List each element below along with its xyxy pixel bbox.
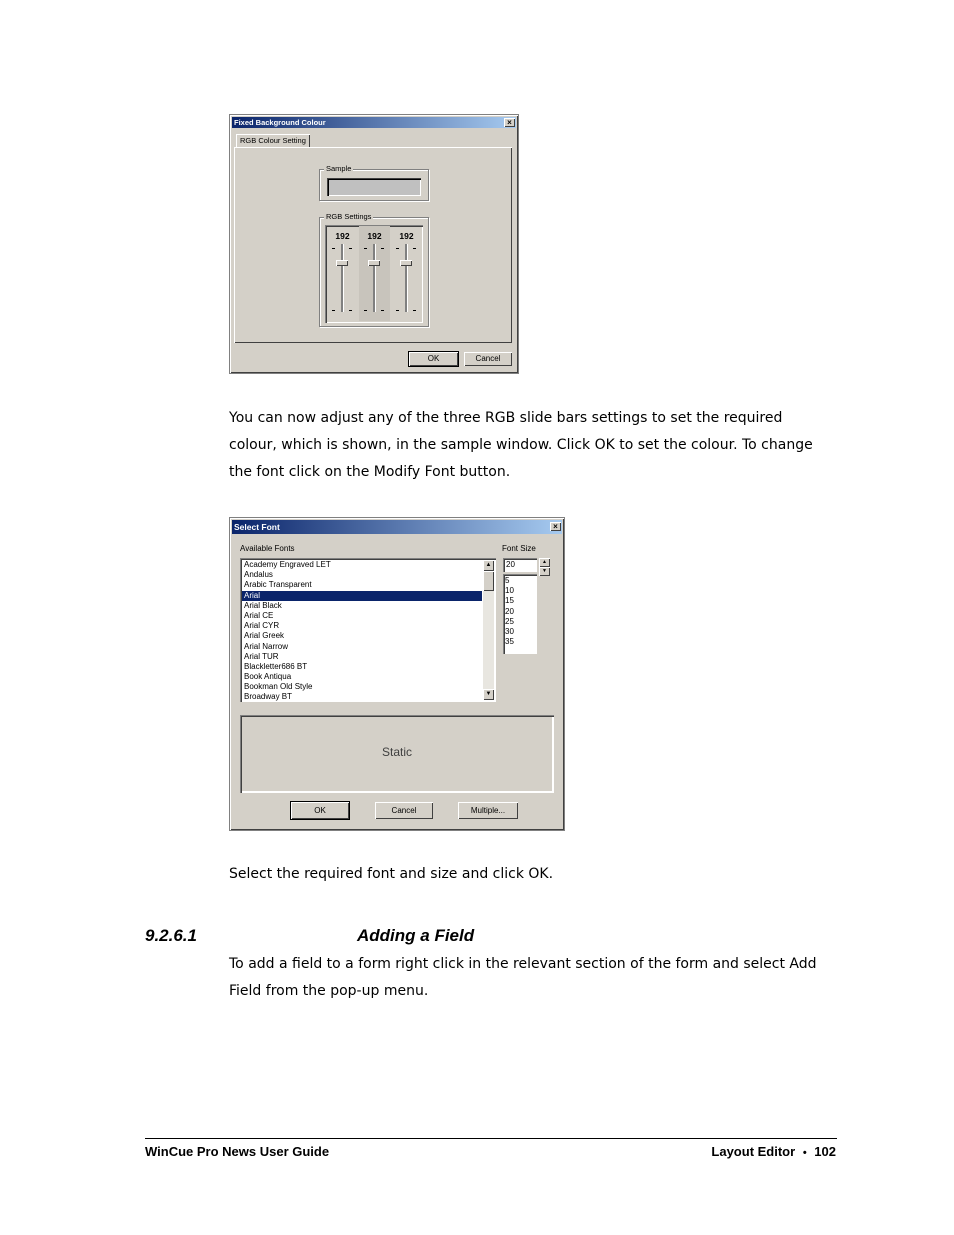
section-number: 9.2.6.1 (145, 926, 197, 945)
cancel-button[interactable]: Cancel (375, 802, 433, 819)
slider-thumb[interactable] (400, 260, 412, 266)
tab-rgb-colour-setting[interactable] (236, 134, 310, 147)
font-size-list-item[interactable]: 35 (505, 637, 514, 647)
ok-button[interactable]: OK (409, 352, 458, 366)
cancel-button[interactable]: Cancel (464, 352, 512, 366)
tick-mark (396, 248, 399, 249)
footer-left: WinCue Pro News User Guide (145, 1144, 330, 1159)
rgb-settings-group (319, 212, 429, 327)
scroll-thumb[interactable] (483, 571, 494, 591)
tick-mark (381, 248, 384, 249)
font-list-item[interactable]: Broadway BT (244, 692, 293, 702)
spin-up-icon[interactable]: ▲ (539, 558, 550, 567)
font-preview-box (240, 715, 554, 793)
tick-mark (364, 310, 367, 311)
font-size-list-items (505, 576, 514, 647)
font-list-item[interactable]: Arial (242, 591, 482, 601)
red-slider-value: 192 (335, 231, 350, 241)
text-line: To add a field to a form right click in the relevant section of the form and select Add (229, 956, 817, 972)
blue-slider-value: 192 (399, 231, 414, 241)
select-font-dialog (229, 517, 565, 831)
text-line: You can now adjust any of the three RGB slide bars settings to set the required (229, 410, 783, 426)
spin-down-icon[interactable]: ▼ (539, 567, 550, 576)
tick-mark (332, 310, 335, 311)
slider-track (341, 244, 343, 312)
tick-mark (364, 248, 367, 249)
dialog-title-bar (232, 520, 562, 534)
dialog-title: Fixed Background Colour (234, 118, 326, 127)
footer-rule (145, 1138, 837, 1139)
font-list-item[interactable]: Book Antiqua (244, 672, 292, 682)
text-line: Select the required font and size and click OK. (229, 866, 554, 882)
font-list-item[interactable]: Arial Narrow (244, 641, 289, 651)
font-list-item[interactable]: Arial CE (244, 610, 274, 620)
paragraph-rgb-instructions (229, 405, 839, 486)
tick-mark (332, 248, 335, 249)
rgb-settings-label: RGB Settings (326, 212, 372, 221)
font-list-item[interactable]: Bookman Old Style (244, 682, 313, 692)
tick-mark (349, 248, 352, 249)
text-line: the font click on the Modify Font button. (229, 464, 511, 480)
multiple-button[interactable]: Multiple... (458, 802, 518, 819)
font-list-item[interactable]: Andalus (244, 570, 273, 580)
slider-thumb[interactable] (368, 260, 380, 266)
tick-mark (381, 310, 384, 311)
blue-slider[interactable] (391, 226, 422, 321)
dialog-title: Select Font (234, 522, 280, 532)
scroll-up-icon[interactable]: ▲ (483, 560, 494, 571)
slider-track (405, 244, 407, 312)
slider-frame (325, 225, 423, 323)
green-slider-value: 192 (367, 231, 382, 241)
font-size-list-item[interactable]: 10 (505, 586, 514, 596)
green-slider[interactable] (359, 226, 390, 321)
font-size-list-item[interactable]: 20 (505, 606, 514, 616)
sample-label: Sample (326, 164, 352, 173)
red-slider[interactable] (327, 226, 358, 321)
tab-label: RGB Colour Setting (240, 136, 306, 145)
font-size-label: Font Size (502, 544, 536, 553)
footer-section: Layout Editor (711, 1144, 796, 1159)
dialog-title-bar (232, 117, 516, 128)
tick-mark (349, 310, 352, 311)
font-list-item[interactable]: Arial Greek (244, 631, 285, 641)
scroll-down-icon[interactable]: ▼ (483, 689, 494, 700)
font-size-list-item[interactable]: 5 (505, 576, 510, 585)
font-size-list[interactable] (503, 574, 537, 654)
tick-mark (413, 310, 416, 311)
font-list-item[interactable]: Arial TUR (244, 651, 279, 661)
font-size-input[interactable] (503, 558, 537, 572)
slider-track (373, 244, 375, 312)
font-list-items (242, 560, 482, 702)
close-icon[interactable]: × (550, 522, 561, 531)
font-list[interactable] (240, 558, 496, 702)
colour-sample-swatch (327, 178, 421, 196)
sample-group (319, 164, 429, 201)
font-size-list-item[interactable]: 25 (505, 616, 514, 626)
slider-thumb[interactable] (336, 260, 348, 266)
font-size-value: 20 (506, 560, 515, 569)
bullet-icon: • (802, 1147, 807, 1159)
font-list-scrollbar[interactable] (483, 560, 494, 700)
section-title: Adding a Field (357, 926, 475, 945)
font-size-spinner[interactable] (539, 558, 550, 576)
paragraph-select-font (229, 861, 839, 888)
font-list-item[interactable]: Arial CYR (244, 621, 280, 631)
font-size-list-item[interactable]: 15 (505, 596, 514, 606)
font-list-item[interactable]: Arial Black (244, 600, 282, 610)
font-preview-text: Static (381, 745, 412, 759)
tick-mark (413, 248, 416, 249)
paragraph-adding-field (229, 951, 839, 1005)
close-icon[interactable]: × (504, 118, 515, 127)
font-list-item[interactable]: Blackletter686 BT (244, 661, 308, 671)
font-list-item[interactable]: Arabic Transparent (244, 580, 312, 590)
text-line: colour, which is shown, in the sample window. Click OK to set the colour. To change (229, 437, 813, 453)
fixed-background-colour-dialog (229, 114, 519, 374)
text-line: Field from the pop-up menu. (229, 983, 429, 999)
ok-button[interactable]: OK (291, 802, 349, 819)
page-number: 102 (814, 1144, 836, 1159)
font-size-list-item[interactable]: 30 (505, 627, 514, 637)
font-list-item[interactable]: Academy Engraved LET (244, 560, 331, 569)
footer-right (711, 1144, 836, 1159)
available-fonts-label: Available Fonts (240, 544, 295, 553)
tick-mark (396, 310, 399, 311)
